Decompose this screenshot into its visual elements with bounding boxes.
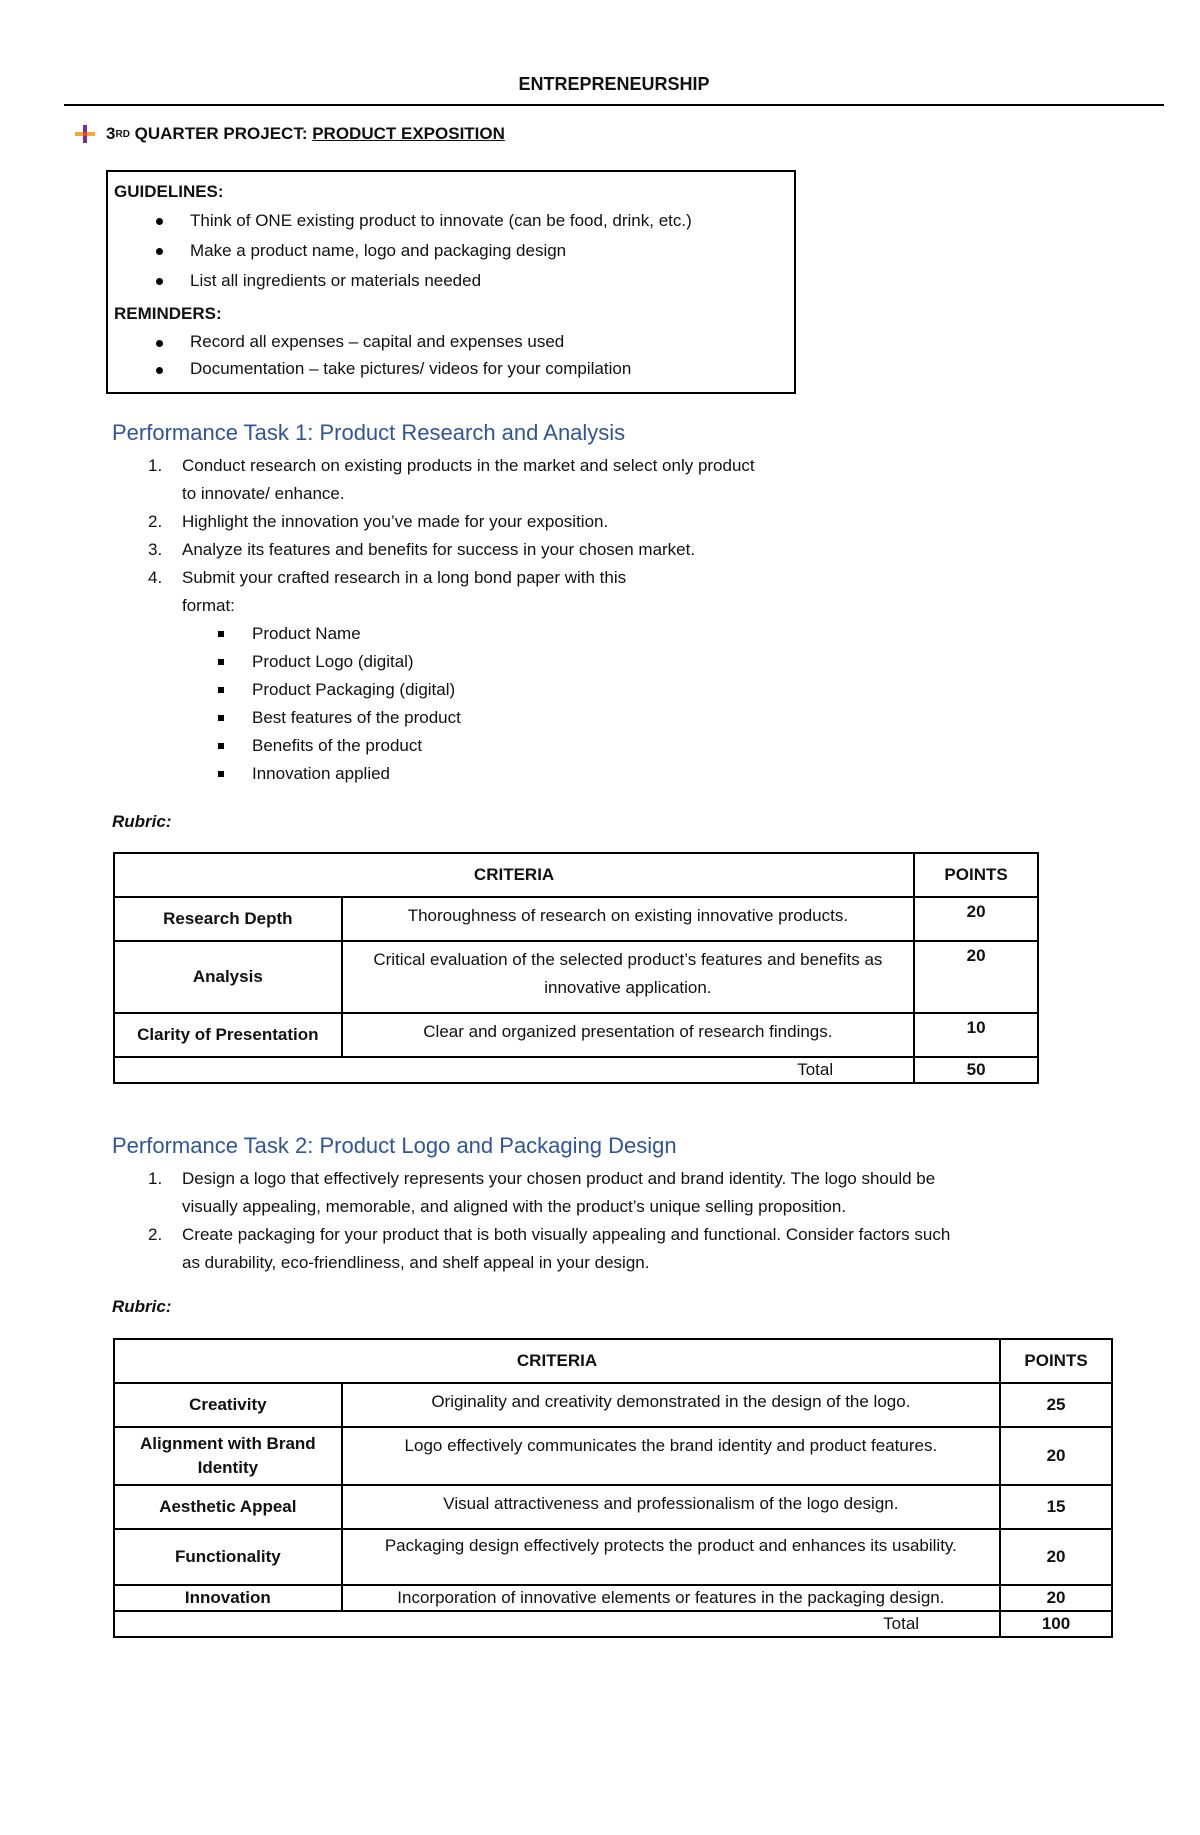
task1-step bbox=[112, 452, 1112, 480]
task2-heading: Performance Task 2: Product Logo and Packaging Design bbox=[112, 1133, 677, 1158]
guideline-item: List all ingredients or materials needed bbox=[114, 266, 788, 296]
format-item: Product Logo (digital) bbox=[182, 648, 1112, 676]
step-text: as durability, eco-friendliness, and shelf appeal in your design. bbox=[182, 1253, 650, 1272]
plus-bullet-icon bbox=[74, 124, 96, 144]
format-item: Best features of the product bbox=[182, 704, 1112, 732]
task2-step bbox=[112, 1193, 1112, 1221]
task1-step bbox=[112, 564, 1112, 592]
task1-heading: Performance Task 1: Product Research and Analysis bbox=[112, 420, 626, 445]
project-name: PRODUCT EXPOSITION bbox=[312, 124, 505, 143]
description-cell: Thoroughness of research on existing innovative products. bbox=[342, 897, 915, 941]
criteria-cell: Aesthetic Appeal bbox=[114, 1485, 342, 1529]
project-ordinal-suffix: RD bbox=[115, 128, 130, 140]
format-list bbox=[182, 620, 1112, 788]
table-row bbox=[114, 941, 1038, 1013]
table-row bbox=[114, 1529, 1112, 1585]
criteria-cell: Functionality bbox=[114, 1529, 342, 1585]
description-cell: Clear and organized presentation of research findings. bbox=[342, 1013, 915, 1057]
rubric-header-row bbox=[114, 1339, 1112, 1383]
task2-rubric-label: Rubric: bbox=[112, 1297, 172, 1316]
task2-steps bbox=[112, 1165, 1112, 1277]
points-cell: 10 bbox=[914, 1013, 1038, 1057]
step-text: Submit your crafted research in a long bond paper with this bbox=[182, 568, 627, 587]
project-line bbox=[74, 124, 505, 144]
task1-steps bbox=[112, 452, 1112, 788]
description-cell: Originality and creativity demonstrated in the design of the logo. bbox=[342, 1383, 1000, 1427]
project-label: QUARTER PROJECT: bbox=[129, 124, 313, 143]
reminder-item: Documentation – take pictures/ videos for your compilation bbox=[114, 355, 788, 382]
task2-step bbox=[112, 1249, 1112, 1277]
total-points: 50 bbox=[914, 1057, 1038, 1083]
points-cell: 20 bbox=[1000, 1585, 1112, 1611]
rubric-header-row bbox=[114, 853, 1038, 897]
task1-step bbox=[112, 592, 1112, 788]
points-cell: 20 bbox=[1000, 1427, 1112, 1485]
task1-rubric-label: Rubric: bbox=[112, 812, 172, 831]
total-row bbox=[114, 1057, 1038, 1083]
points-cell: 20 bbox=[1000, 1529, 1112, 1585]
rubric-criteria-header: CRITERIA bbox=[114, 1339, 1000, 1383]
total-label: Total bbox=[114, 1057, 914, 1083]
title-rule bbox=[64, 104, 1164, 106]
step-number: 1. bbox=[148, 456, 163, 475]
points-cell: 25 bbox=[1000, 1383, 1112, 1427]
points-cell: 20 bbox=[914, 941, 1038, 1013]
project-ordinal: 3 bbox=[106, 124, 116, 143]
step-number: 2. bbox=[148, 512, 163, 531]
format-item: Product Name bbox=[182, 620, 1112, 648]
description-cell: Packaging design effectively protects the product and enhances its usability. bbox=[342, 1529, 1000, 1585]
step-text: Design a logo that effectively represents your chosen product and brand identity. The logo should be bbox=[182, 1169, 936, 1188]
rubric-criteria-header: CRITERIA bbox=[114, 853, 914, 897]
step-text: Analyze its features and benefits for success in your chosen market. bbox=[182, 540, 696, 559]
task1-rubric-table bbox=[113, 852, 1039, 1084]
step-text: Conduct research on existing products in the market and select only product bbox=[182, 456, 755, 475]
total-points: 100 bbox=[1000, 1611, 1112, 1637]
task1-step bbox=[112, 508, 1112, 536]
table-row bbox=[114, 1013, 1038, 1057]
reminders-list bbox=[114, 328, 788, 382]
task2-rubric-table bbox=[113, 1338, 1113, 1638]
criteria-cell: Clarity of Presentation bbox=[114, 1013, 342, 1057]
step-text: Highlight the innovation you’ve made for your exposition. bbox=[182, 512, 609, 531]
format-item: Benefits of the product bbox=[182, 732, 1112, 760]
task2-step bbox=[112, 1221, 1112, 1249]
points-cell: 20 bbox=[914, 897, 1038, 941]
reminder-item: Record all expenses – capital and expenses used bbox=[114, 328, 788, 355]
reminders-heading: REMINDERS: bbox=[114, 304, 222, 323]
table-row bbox=[114, 1427, 1112, 1485]
guidelines-box bbox=[106, 170, 796, 394]
table-row bbox=[114, 1383, 1112, 1427]
format-item: Product Packaging (digital) bbox=[182, 676, 1112, 704]
table-row bbox=[114, 1585, 1112, 1611]
criteria-cell: Innovation bbox=[114, 1585, 342, 1611]
step-text: format: bbox=[182, 596, 235, 615]
table-row bbox=[114, 897, 1038, 941]
criteria-cell: Analysis bbox=[114, 941, 342, 1013]
step-text: to innovate/ enhance. bbox=[182, 484, 345, 503]
guideline-item: Think of ONE existing product to innovate (can be food, drink, etc.) bbox=[114, 206, 788, 236]
points-cell: 15 bbox=[1000, 1485, 1112, 1529]
guidelines-list bbox=[114, 206, 788, 296]
step-number: 2. bbox=[148, 1225, 163, 1244]
description-cell: Critical evaluation of the selected product’s features and benefits as innovative application. bbox=[342, 941, 915, 1013]
guideline-item: Make a product name, logo and packaging design bbox=[114, 236, 788, 266]
criteria-cell: Alignment with Brand Identity bbox=[114, 1427, 342, 1485]
rubric-points-header: POINTS bbox=[914, 853, 1038, 897]
total-label: Total bbox=[114, 1611, 1000, 1637]
step-number: 3. bbox=[148, 540, 163, 559]
table-row bbox=[114, 1485, 1112, 1529]
task2-step bbox=[112, 1165, 1112, 1193]
criteria-cell: Creativity bbox=[114, 1383, 342, 1427]
description-cell: Logo effectively communicates the brand identity and product features. bbox=[342, 1427, 1000, 1485]
step-number: 4. bbox=[148, 568, 163, 587]
task1-step bbox=[112, 480, 1112, 508]
task1-step bbox=[112, 536, 1112, 564]
description-cell: Incorporation of innovative elements or features in the packaging design. bbox=[342, 1585, 1000, 1611]
description-cell: Visual attractiveness and professionalism of the logo design. bbox=[342, 1485, 1000, 1529]
step-text: Create packaging for your product that is both visually appealing and functional. Consider factors such bbox=[182, 1225, 951, 1244]
criteria-cell: Research Depth bbox=[114, 897, 342, 941]
step-number: 1. bbox=[148, 1169, 163, 1188]
guidelines-heading: GUIDELINES: bbox=[114, 182, 224, 201]
document-title: ENTREPRENEURSHIP bbox=[518, 74, 710, 94]
total-row bbox=[114, 1611, 1112, 1637]
rubric-points-header: POINTS bbox=[1000, 1339, 1112, 1383]
format-item: Innovation applied bbox=[182, 760, 1112, 788]
step-text: visually appealing, memorable, and aligned with the product’s unique selling proposition. bbox=[182, 1197, 847, 1216]
